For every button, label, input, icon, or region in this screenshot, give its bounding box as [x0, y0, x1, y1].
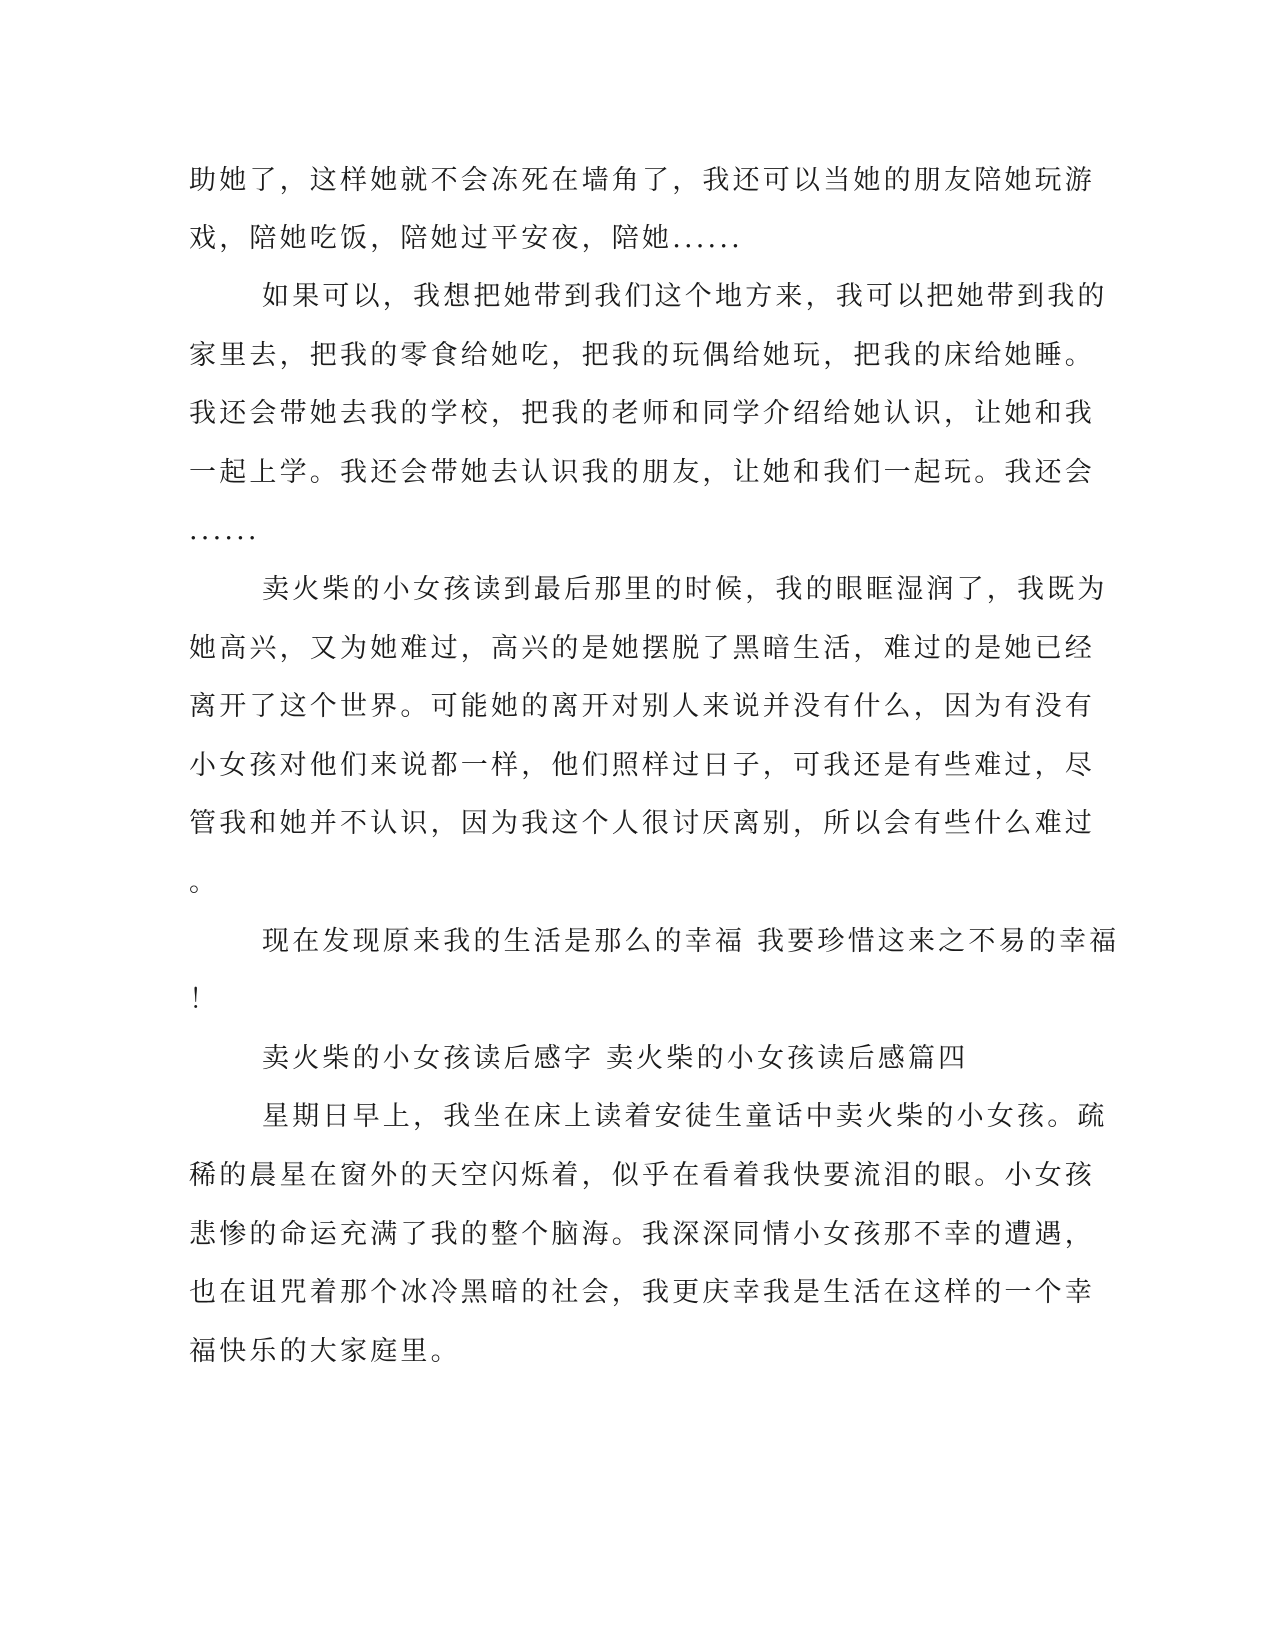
paragraph-start-line: 如果可以，我想把她带到我们这个地方来，我可以把她带到我的	[262, 281, 1108, 312]
text-line: ......	[189, 515, 260, 546]
text-line: 稀的晨星在窗外的天空闪烁着，似乎在看着我快要流泪的眼。小女孩	[189, 1160, 1095, 1191]
text-line: 管我和她并不认识，因为我这个人很讨厌离别，所以会有些什么难过	[189, 808, 1095, 839]
text-line: 小女孩对他们来说都一样，他们照样过日子，可我还是有些难过，尽	[189, 750, 1095, 781]
text-line: ！	[189, 984, 220, 1015]
section-heading: 卖火柴的小女孩读后感字 卖火柴的小女孩读后感篇四	[262, 1043, 969, 1074]
text-line: 戏，陪她吃饭，陪她过平安夜，陪她......	[189, 223, 743, 254]
text-line: 福快乐的大家庭里。	[189, 1336, 461, 1367]
text-line: 。	[189, 867, 220, 898]
text-line: 助她了，这样她就不会冻死在墙角了，我还可以当她的朋友陪她玩游	[189, 165, 1095, 196]
text-line: 家里去，把我的零食给她吃，把我的玩偶给她玩，把我的床给她睡。	[189, 340, 1095, 371]
paragraph-start-line: 星期日早上，我坐在床上读着安徒生童话中卖火柴的小女孩。疏	[262, 1101, 1108, 1132]
text-line: 离开了这个世界。可能她的离开对别人来说并没有什么，因为有没有	[189, 691, 1095, 722]
text-line: 一起上学。我还会带她去认识我的朋友，让她和我们一起玩。我还会	[189, 457, 1095, 488]
paragraph-start-line: 现在发现原来我的生活是那么的幸福 我要珍惜这来之不易的幸福	[262, 926, 1120, 957]
text-line: 也在诅咒着那个冰冷黑暗的社会，我更庆幸我是生活在这样的一个幸	[189, 1277, 1095, 1308]
paragraph-start-line: 卖火柴的小女孩读到最后那里的时候，我的眼眶湿润了，我既为	[262, 574, 1108, 605]
text-line: 我还会带她去我的学校，把我的老师和同学介绍给她认识，让她和我	[189, 398, 1095, 429]
text-line: 悲惨的命运充满了我的整个脑海。我深深同情小女孩那不幸的遭遇，	[189, 1219, 1095, 1250]
text-line: 她高兴，又为她难过，高兴的是她摆脱了黑暗生活，难过的是她已经	[189, 633, 1095, 664]
